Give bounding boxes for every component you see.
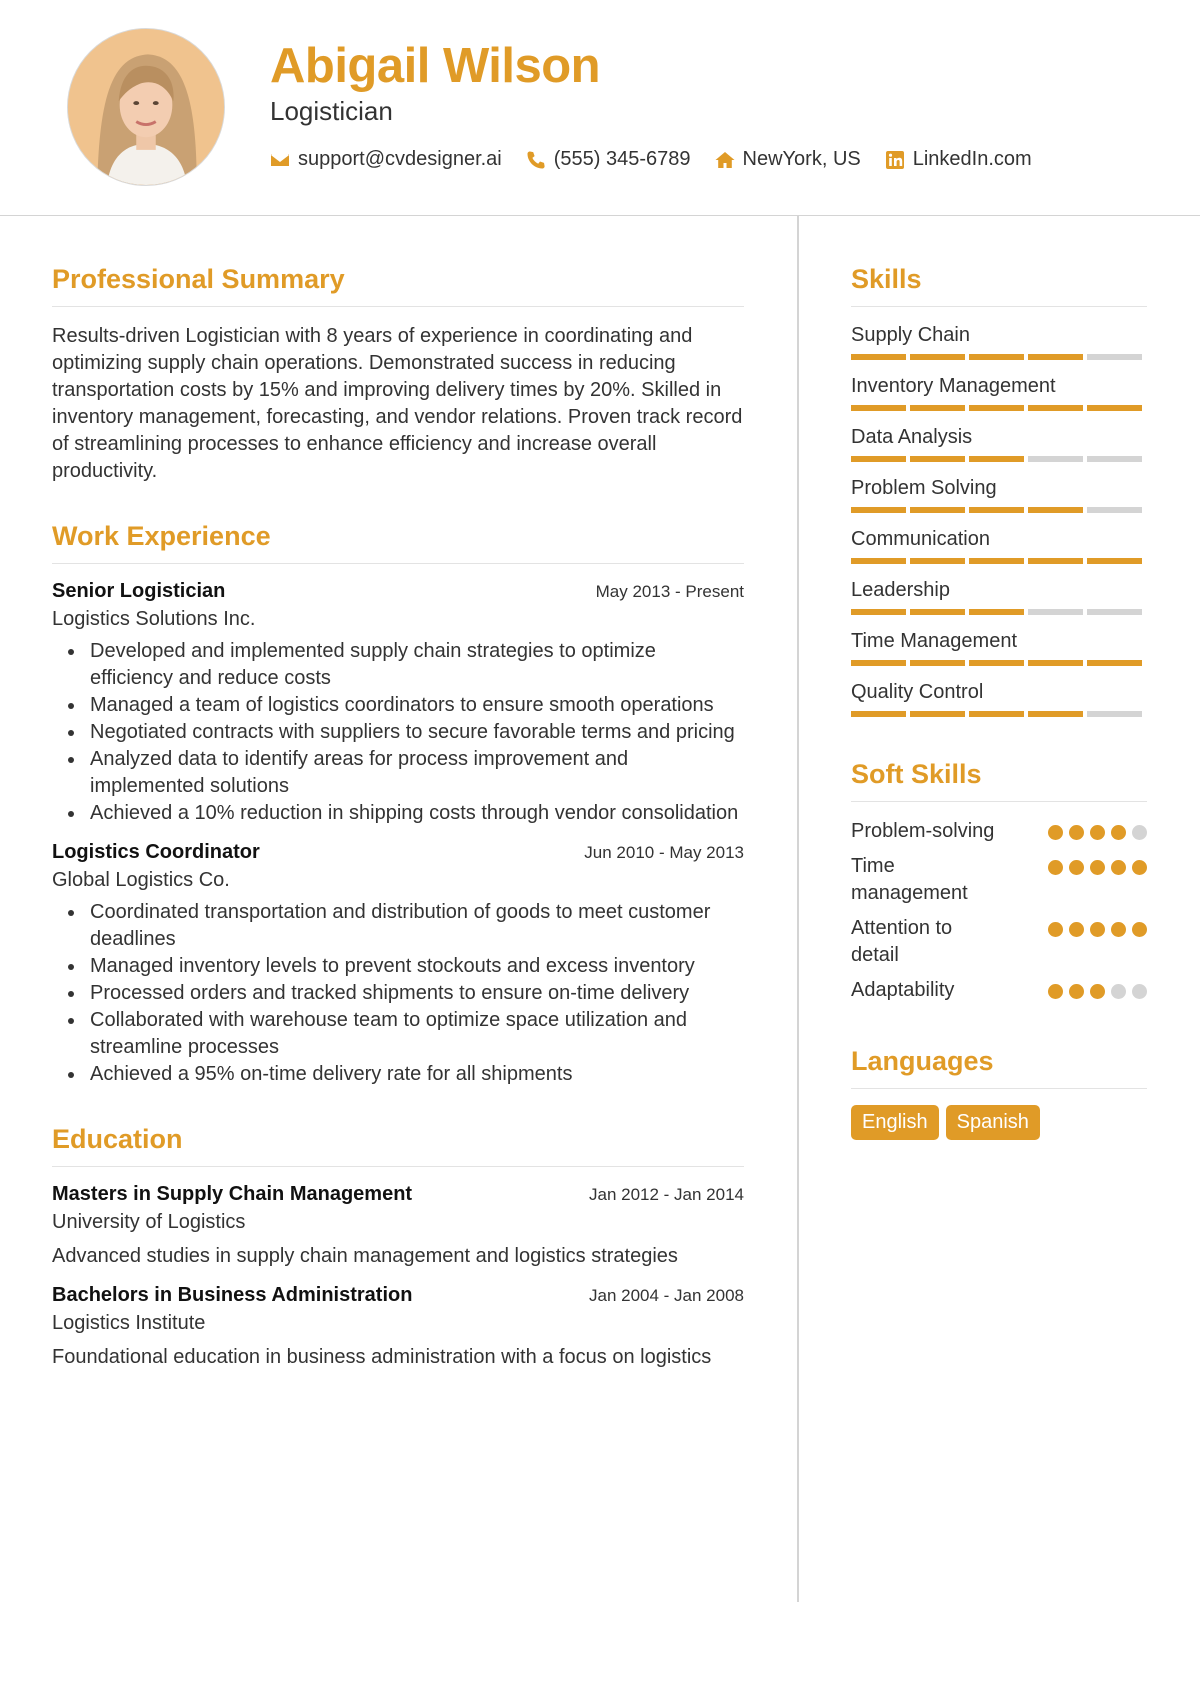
language-badge: Spanish [946, 1105, 1040, 1140]
soft-skill-rating [1042, 825, 1147, 840]
soft-skill-name: Problem-solving [851, 820, 995, 842]
skill-level-segment [1028, 711, 1083, 717]
job-dates: Jun 2010 - May 2013 [584, 843, 744, 862]
education-heading: Education [52, 1124, 744, 1167]
skill-level-segment [1087, 660, 1142, 666]
contact-phone[interactable] [526, 148, 691, 171]
skill-level-bar [851, 405, 1147, 411]
skill-level-segment [851, 405, 906, 411]
skill-level-segment [969, 609, 1024, 615]
skill-name: Problem Solving [851, 477, 997, 499]
job-bullet: Analyzed data to identify areas for process improvement and implemented solutions [52, 746, 744, 800]
skill-level-segment [1028, 405, 1083, 411]
skill-level-segment [1028, 507, 1083, 513]
skill-level-bar [851, 456, 1147, 462]
rating-dot [1048, 860, 1063, 875]
rating-dot [1090, 825, 1105, 840]
skill-level-segment [969, 711, 1024, 717]
education-description: Advanced studies in supply chain management and logistics strategies [52, 1245, 678, 1267]
contact-email[interactable] [270, 148, 502, 171]
rating-dot [1111, 825, 1126, 840]
skill-level-segment [1087, 354, 1142, 360]
job-bullet: Achieved a 95% on-time delivery rate for all shipments [52, 1061, 744, 1088]
skill-item [851, 425, 1147, 462]
job-bullet: Managed a team of logistics coordinators to ensure smooth operations [52, 692, 744, 719]
skill-level-segment [910, 354, 965, 360]
skill-level-segment [969, 507, 1024, 513]
skill-level-segment [1087, 711, 1142, 717]
skill-level-segment [851, 456, 906, 462]
education-section [52, 1124, 744, 1371]
skill-level-segment [851, 711, 906, 717]
contact-location-text: NewYork, US [742, 148, 861, 170]
experience-heading: Work Experience [52, 521, 744, 564]
soft-skill-name: Time management [851, 855, 968, 904]
education-entry [52, 1284, 744, 1371]
degree-title: Masters in Supply Chain Management [52, 1183, 413, 1205]
skill-item [851, 323, 1147, 360]
skills-list [851, 323, 1147, 717]
skill-item [851, 629, 1147, 666]
job-bullets [52, 638, 744, 827]
language-badge: English [851, 1105, 939, 1140]
skill-level-segment [1028, 609, 1083, 615]
job-bullet: Processed orders and tracked shipments to ensure on-time delivery [52, 980, 744, 1007]
skill-name: Communication [851, 528, 990, 550]
job-entry [52, 580, 744, 827]
skill-level-bar [851, 558, 1147, 564]
contact-linkedin-text: LinkedIn.com [912, 148, 1032, 170]
skill-level-segment [910, 456, 965, 462]
skill-item [851, 527, 1147, 564]
skill-level-segment [910, 507, 965, 513]
soft-skill-name: Attention to detail [851, 917, 953, 966]
skill-item [851, 374, 1147, 411]
school-name: University of Logistics [52, 1211, 246, 1233]
soft-skill-name: Adaptability [851, 979, 955, 1001]
job-title: Senior Logistician [52, 580, 226, 602]
soft-skill-item [851, 853, 1147, 907]
skill-level-segment [969, 660, 1024, 666]
skill-level-segment [910, 609, 965, 615]
soft-skill-item [851, 977, 1147, 1004]
candidate-title: Logistician [270, 96, 393, 126]
rating-dot [1069, 825, 1084, 840]
rating-dot [1048, 825, 1063, 840]
skill-level-segment [1028, 558, 1083, 564]
job-entry [52, 841, 744, 1088]
rating-dot [1111, 860, 1126, 875]
skill-level-segment [1087, 609, 1142, 615]
envelope-icon [270, 150, 290, 170]
skill-level-segment [910, 711, 965, 717]
rating-dot [1048, 984, 1063, 999]
skill-item [851, 578, 1147, 615]
rating-dot [1090, 922, 1105, 937]
home-icon [715, 150, 735, 170]
rating-dot [1069, 984, 1084, 999]
job-bullet: Achieved a 10% reduction in shipping costs through vendor consolidation [52, 800, 744, 827]
languages-section [851, 1046, 1147, 1140]
soft-skill-rating [1042, 984, 1147, 999]
skill-level-segment [1028, 456, 1083, 462]
skill-level-segment [1087, 456, 1142, 462]
skill-name: Data Analysis [851, 426, 973, 448]
education-description: Foundational education in business administration with a focus on logistics [52, 1346, 712, 1368]
skill-level-segment [1087, 507, 1142, 513]
rating-dot [1132, 860, 1147, 875]
summary-heading: Professional Summary [52, 264, 744, 307]
soft-skills-list [851, 818, 1147, 1004]
skill-item [851, 680, 1147, 717]
skill-level-bar [851, 354, 1147, 360]
job-title: Logistics Coordinator [52, 841, 260, 863]
rating-dot [1111, 984, 1126, 999]
rating-dot [1132, 984, 1147, 999]
skill-level-bar [851, 711, 1147, 717]
skill-level-segment [851, 507, 906, 513]
contact-email-text: support@cvdesigner.ai [298, 148, 502, 170]
resume-header [0, 0, 1200, 216]
education-dates: Jan 2012 - Jan 2014 [588, 1185, 744, 1204]
skill-level-segment [910, 405, 965, 411]
soft-skill-item [851, 818, 1147, 845]
rating-dot [1111, 922, 1126, 937]
languages-heading: Languages [851, 1046, 1147, 1089]
candidate-name: Abigail Wilson [270, 39, 601, 93]
soft-skills-section [851, 759, 1147, 1004]
main-column [52, 264, 744, 1371]
skill-level-segment [910, 558, 965, 564]
job-bullet: Negotiated contracts with suppliers to secure favorable terms and pricing [52, 719, 744, 746]
contact-linkedin[interactable] [885, 148, 1032, 171]
job-bullet: Developed and implemented supply chain strategies to optimize efficiency and reduce costs [52, 638, 744, 692]
skill-level-segment [969, 558, 1024, 564]
skill-level-segment [1087, 558, 1142, 564]
rating-dot [1132, 922, 1147, 937]
job-company: Global Logistics Co. [52, 869, 230, 891]
rating-dot [1069, 922, 1084, 937]
skill-name: Inventory Management [851, 375, 1056, 397]
phone-icon [526, 150, 546, 170]
skill-level-segment [851, 660, 906, 666]
job-bullet: Managed inventory levels to prevent stockouts and excess inventory [52, 953, 744, 980]
skills-section [851, 264, 1147, 717]
skill-name: Quality Control [851, 681, 984, 703]
education-dates: Jan 2004 - Jan 2008 [588, 1286, 744, 1305]
rating-dot [1048, 922, 1063, 937]
languages-list [851, 1105, 1147, 1140]
skill-level-segment [851, 354, 906, 360]
summary-section [52, 264, 744, 485]
education-entry [52, 1183, 744, 1270]
contact-row [270, 148, 1056, 171]
soft-skill-item [851, 915, 1147, 969]
linkedin-icon [885, 150, 905, 170]
sidebar-column [851, 264, 1147, 1140]
skill-level-segment [910, 660, 965, 666]
skill-name: Leadership [851, 579, 950, 601]
soft-skill-rating [1042, 860, 1147, 875]
job-dates: May 2013 - Present [595, 582, 744, 601]
soft-skills-heading: Soft Skills [851, 759, 1147, 802]
rating-dot [1069, 860, 1084, 875]
skill-level-bar [851, 660, 1147, 666]
skill-level-segment [1028, 660, 1083, 666]
skill-level-segment [851, 609, 906, 615]
job-company: Logistics Solutions Inc. [52, 608, 256, 630]
soft-skill-rating [1042, 922, 1147, 937]
skill-level-segment [969, 405, 1024, 411]
experience-section [52, 521, 744, 1088]
skill-name: Time Management [851, 630, 1017, 652]
summary-text: Results-driven Logistician with 8 years of experience in coordinating and optimizing supply chain operations. Demonstrated success in reducing transportation costs by 15% and improving delivery times by 20%. Skilled in inventory management, forecasting, and vendor relations. Proven track record of streamlining processes to enhance efficiency and increase overall productivity. [52, 325, 743, 482]
column-divider [797, 216, 799, 1602]
job-bullets [52, 899, 744, 1088]
skill-level-segment [969, 354, 1024, 360]
skill-level-segment [1028, 354, 1083, 360]
rating-dot [1132, 825, 1147, 840]
skill-level-bar [851, 609, 1147, 615]
skills-heading: Skills [851, 264, 1147, 307]
contact-phone-text: (555) 345-6789 [553, 148, 691, 170]
contact-location [715, 148, 861, 171]
avatar [67, 28, 225, 186]
skill-item [851, 476, 1147, 513]
school-name: Logistics Institute [52, 1312, 206, 1334]
skill-name: Supply Chain [851, 324, 970, 346]
skill-level-segment [1087, 405, 1142, 411]
skill-level-segment [851, 558, 906, 564]
profile-photo [68, 29, 224, 185]
skill-level-segment [969, 456, 1024, 462]
job-bullet: Collaborated with warehouse team to optimize space utilization and streamline processes [52, 1007, 744, 1061]
skill-level-bar [851, 507, 1147, 513]
rating-dot [1090, 860, 1105, 875]
degree-title: Bachelors in Business Administration [52, 1284, 413, 1306]
rating-dot [1090, 984, 1105, 999]
job-bullet: Coordinated transportation and distribution of goods to meet customer deadlines [52, 899, 744, 953]
